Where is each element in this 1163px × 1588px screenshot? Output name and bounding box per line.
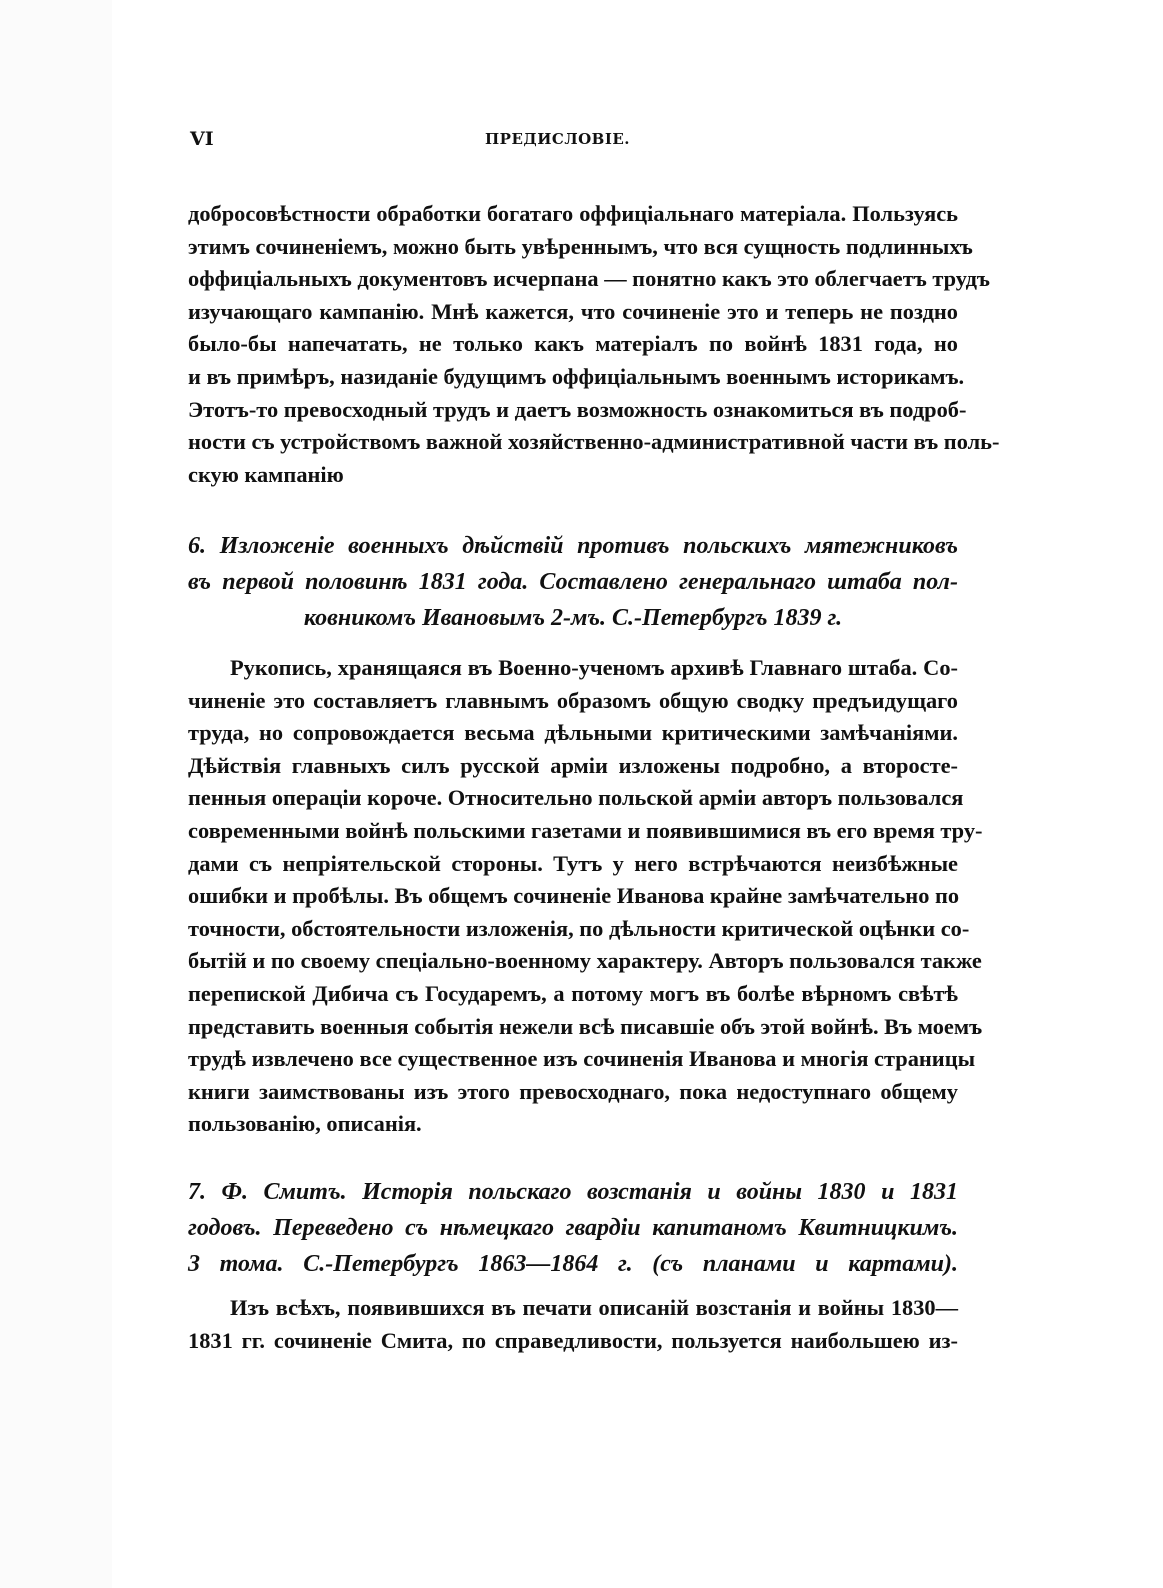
text-line: представить военныя событія нежели всѣ писавшіе объ этой войнѣ. Въ моемъ [188,1013,983,1039]
text-line: бытій и по своему спеціально-военному характеру. Авторъ пользовался также [188,948,982,974]
text-line: Изъ всѣхъ, появившихся въ печати описаній возстанія и войны 1830— [230,1295,958,1320]
running-title: ПРЕДИСЛОВІЕ. [485,130,631,148]
text-line: скую кампанію [188,461,344,487]
text-line: перепиской Дибича съ Государемъ, а потому могъ въ болѣе вѣрномъ свѣтѣ [188,980,958,1006]
entry-6-body [188,652,983,1141]
text-line: труда, но сопровождается весьма дѣльными критическими замѣчаніями. [188,720,958,746]
text-line: дами съ непріятельской стороны. Тутъ у него встрѣчаются неизбѣжные [188,850,958,876]
heading-line: въ первой половинѣ 1831 года. Составлено генеральнаго штаба пол- [188,569,958,595]
text-line: ности съ устройствомъ важной хозяйственно-административной части въ поль- [188,429,1000,455]
heading-line: ковникомъ Ивановымъ 2-мъ. С.-Петербургъ 1839 г. [303,605,843,631]
heading-line: 3 тома. С.-Петербургъ 1863—1864 г. (съ планами и картами). [188,1251,958,1277]
text-line: и въ примѣръ, назиданіе будущимъ оффиціальнымъ военнымъ историкамъ. [188,363,965,389]
text-line: Рукопись, хранящаяся въ Военно-ученомъ архивѣ Главнаго штаба. Со- [230,655,958,680]
entry-7-heading [188,1174,958,1282]
text-line: точности, обстоятельности изложенія, по дѣльности критической оцѣнки со- [188,915,970,941]
text-line: добросовѣстности обработки богатаго оффиціальнаго матеріала. Пользуясь [188,201,958,226]
text-line: изучающаго кампанію. Мнѣ кажется, что сочиненіе это и теперь не поздно [188,298,958,324]
text-line: было-бы напечатать, не только какъ матеріалъ по войнѣ 1831 года, но [188,331,958,357]
scan-margin [0,0,112,1588]
text-line: современными войнѣ польскими газетами и появившимися въ его время тру- [188,817,983,843]
text-line: этимъ сочиненіемъ, можно быть увѣреннымъ, что вся сущность подлинныхъ [188,233,973,259]
text-line: пользованію, описанія. [188,1111,422,1137]
paragraph-continued [188,198,1000,491]
entry-6-heading [188,528,958,636]
entry-7-body [188,1292,958,1357]
text-line: оффиціальныхъ документовъ исчерпана — понятно какъ это облегчаетъ трудъ [188,266,990,292]
heading-line: 7. Ф. Смитъ. Исторія польскаго возстанія и войны 1830 и 1831 [188,1179,958,1205]
text-line: ошибки и пробѣлы. Въ общемъ сочиненіе Иванова крайне замѣчательно по [188,883,960,909]
text-line: книги заимствованы изъ этого превосходнаго, пока недоступнаго общему [188,1078,958,1104]
page-number: VI [190,128,214,150]
text-line: Дѣйствія главныхъ силъ русской арміи изложены подробно, а второсте- [188,752,958,778]
text-line: 1831 гг. сочиненіе Смита, по справедливости, пользуется наибольшею из- [188,1327,958,1353]
heading-line: 6. Изложеніе военныхъ дѣйствій противъ польскихъ мятежниковъ [188,533,958,559]
running-head [190,128,960,158]
heading-line: годовъ. Переведено съ нѣмецкаго гвардіи капитаномъ Квитницкимъ. [188,1215,958,1241]
text-line: Этотъ-то превосходный трудъ и даетъ возможность ознакомиться въ подроб- [188,396,967,422]
text-line: трудѣ извлечено все существенное изъ сочиненія Иванова и многія страницы [188,1046,976,1072]
text-line: пенныя операціи короче. Относительно польской арміи авторъ пользовался [188,785,964,811]
text-line: чиненіе это составляетъ главнымъ образомъ общую сводку предъидущаго [188,687,958,713]
